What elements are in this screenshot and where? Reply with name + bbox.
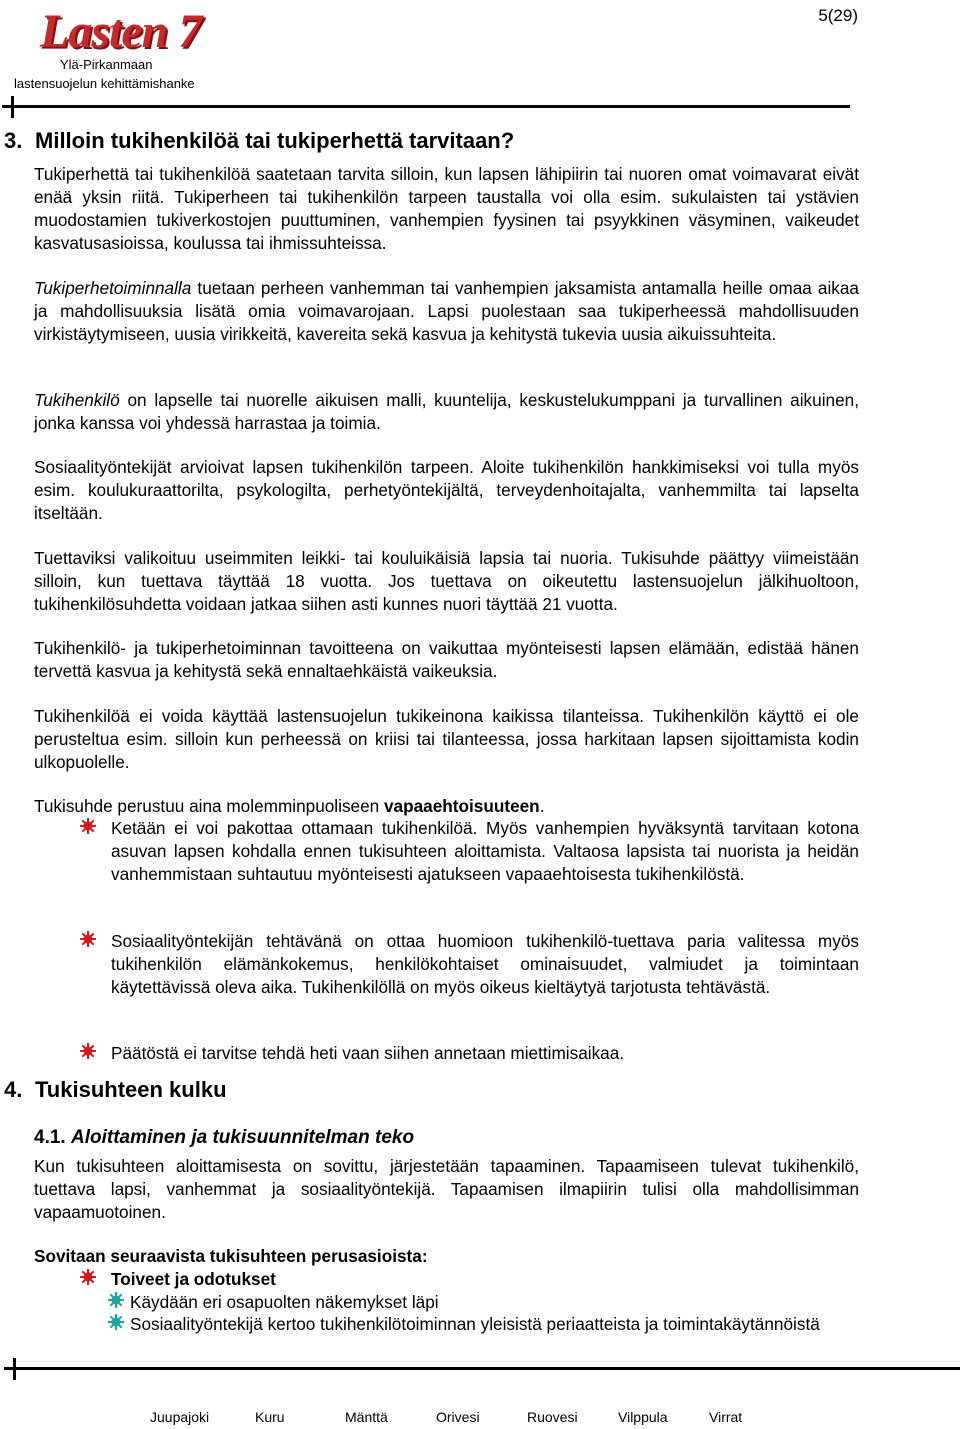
teal-star-bullet-icon	[108, 1314, 124, 1330]
paragraph-goals: Tukihenkilö- ja tukiperhetoiminnan tavoitteena on vaikuttaa myönteisesti lapsen elämään, edistää hänen tervettä kasvua ja kehitystä sekä ennaltaehkäistä vaikeuksia.	[34, 638, 859, 681]
term-tukihenkilo: Tukihenkilö	[34, 390, 120, 410]
section-title: Milloin tukihenkilöä tai tukiperhettä tarvitaan?	[35, 128, 515, 153]
paragraph-tukiperhetoiminta	[34, 277, 859, 346]
term-tukiperhetoiminta: Tukiperhetoiminnalla	[34, 278, 192, 298]
paragraph-assessment: Sosiaalityöntekijät arvioivat lapsen tukihenkilön tarpeen. Aloite tukihenkilön hankkimiseksi voi tulla myös esim. koulukuraattorilta, psykologilta, perhetyöntekijältä, terveydenhoitajalta, vanhemmilta tai lapselta itseltään.	[34, 457, 859, 523]
bullet-text: Sosiaalityöntekijän tehtävänä on ottaa huomioon tukihenkilö-tuettava paria valitessa myös tukihenkilön elämänkokemus, henkilökohtaiset ominaisuudet, valmiudet ja toimintaan käytettävissä oleva aika. Tukihenkilöllä on myös oikeus kieltäytyä tarjotusta tehtävästä.	[111, 931, 859, 997]
footer-municipality: Vilppula	[618, 1409, 668, 1425]
header-rule	[2, 105, 850, 108]
bullet-text: Päätöstä ei tarvitse tehdä heti vaan siihen annetaan miettimisaikaa.	[111, 1043, 625, 1063]
paragraph-text: .	[539, 796, 545, 816]
red-star-bullet-icon	[80, 931, 96, 947]
footer-municipality: Virrat	[709, 1409, 743, 1425]
page-number: 5(29)	[818, 6, 858, 25]
red-star-bullet-icon	[80, 1043, 96, 1059]
section-title: Tukisuhteen kulku	[35, 1077, 227, 1102]
paragraph-tukihenkilo	[34, 389, 859, 435]
project-logo	[14, 4, 224, 92]
red-star-bullet-icon	[80, 1269, 96, 1285]
subsection-4-1-heading	[34, 1125, 414, 1151]
sub-bullet-text: Sosiaalityöntekijä kertoo tukihenkilötoiminnan yleisistä periaatteista ja toimintakäytännöistä	[130, 1314, 820, 1334]
paragraph-voluntary	[34, 795, 859, 818]
bullet-text: Toiveet ja odotukset	[111, 1269, 276, 1289]
paragraph-meeting: Kun tukisuhteen aloittamisesta on sovittu, järjestetään tapaaminen. Tapaamiseen tulevat tukihenkilö, tuettava lapsi, vanhemmat ja sosiaalityöntekijä. Tapaamisen ilmapiirin tulisi olla mahdollisimman vapaamuotoinen.	[34, 1156, 859, 1222]
section-number: 3.	[4, 128, 23, 153]
logo-project: lastensuojelun kehittämishanke	[14, 76, 195, 91]
footer-municipality: Ruovesi	[527, 1409, 578, 1425]
teal-star-bullet-icon	[108, 1292, 124, 1308]
footer-municipality: Juupajoki	[150, 1409, 210, 1425]
subsection-number: 4.1.	[34, 1127, 66, 1148]
logo-region: Ylä-Pirkanmaan	[60, 57, 153, 72]
paragraph-limitations: Tukihenkilöä ei voida käyttää lastensuojelun tukikeinona kaikissa tilanteissa. Tukihenkilön käyttö ei ole perusteltua esim. silloin kun perheessä on kriisi tai tilanteessa, jossa harkitaan lapsen sijoittamista kodin ulkopuolelle.	[34, 706, 859, 772]
paragraph-lead: Sovitaan seuraavista tukisuhteen perusasioista:	[34, 1246, 428, 1266]
footer-rule	[4, 1367, 960, 1370]
red-star-bullet-icon	[80, 818, 96, 834]
section-number: 4.	[4, 1077, 23, 1102]
footer-municipality: Mänttä	[345, 1409, 388, 1425]
footer-municipality: Kuru	[255, 1409, 285, 1425]
paragraph-text: on lapselle tai nuorelle aikuisen malli, kuuntelija, keskustelukumppani ja turvallinen aikuinen, jonka kanssa voi yhdessä harrastaa ja toimia.	[34, 390, 859, 433]
paragraph-age: Tuettaviksi valikoituu useimmiten leikki- tai kouluikäisiä lapsia tai nuoria. Tukisuhde päättyy viimeistään silloin, kun tuettava täyttää 18 vuotta. Jos tuettava on oikeutettu lastensuojelun jälkihuoltoon, tukihenkilösuhdetta voidaan jatkaa siihen asti kunnes nuori täyttää 21 vuotta.	[34, 548, 859, 614]
bullet-text: Ketään ei voi pakottaa ottamaan tukihenkilöä. Myös vanhempien hyväksyntä tarvitaan kotona asuvan lapsen kohdalla ennen tukisuhteen aloittamista. Valtaosa lapsista tai nuorista ja heidän vanhemmistaan suhtautuu myönteisesti ajatukseen vapaaehtoisesta tukihenkilöstä.	[111, 818, 859, 884]
paragraph-intro: Tukiperhettä tai tukihenkilöä saatetaan tarvita silloin, kun lapsen lähipiirin tai nuoren omat voimavarat eivät enää yksin riitä. Tukiperheen tai tukihenkilön tarpeen taustalla voi olla esim. sukulaisten tai ystävien muodostamien tukiverkostojen puuttuminen, vanhempien fyysinen tai psyykkinen väsyminen, vaikeudet kasvatusasioissa, koulussa tai ihmissuhteissa.	[34, 164, 859, 253]
section-3-heading	[4, 127, 514, 155]
subsection-title: Aloittaminen ja tukisuunnitelman teko	[70, 1127, 415, 1148]
section-4-heading	[4, 1076, 227, 1104]
sub-bullet-text: Käydään eri osapuolten näkemykset läpi	[130, 1292, 439, 1312]
paragraph-text: Tukisuhde perustuu aina molemminpuoliseen	[34, 796, 384, 816]
paragraph-text: tuetaan perheen vanhemman tai vanhempien jaksamista antamalla heille omaa aikaa ja mahdollisuuksia lisätä omia voimavarojaan. Lapsi puolestaan saa tukiperheessä mahdollisuuden virkistäytymiseen, uusia virikkeitä, kavereita sekä kasvua ja kehitystä tukevia uusia aikuissuhteita.	[34, 278, 859, 344]
term-voluntary: vapaaehtoisuuteen	[384, 796, 540, 816]
logo-title: Lasten 7	[40, 5, 202, 58]
footer-municipality: Orivesi	[436, 1409, 480, 1425]
